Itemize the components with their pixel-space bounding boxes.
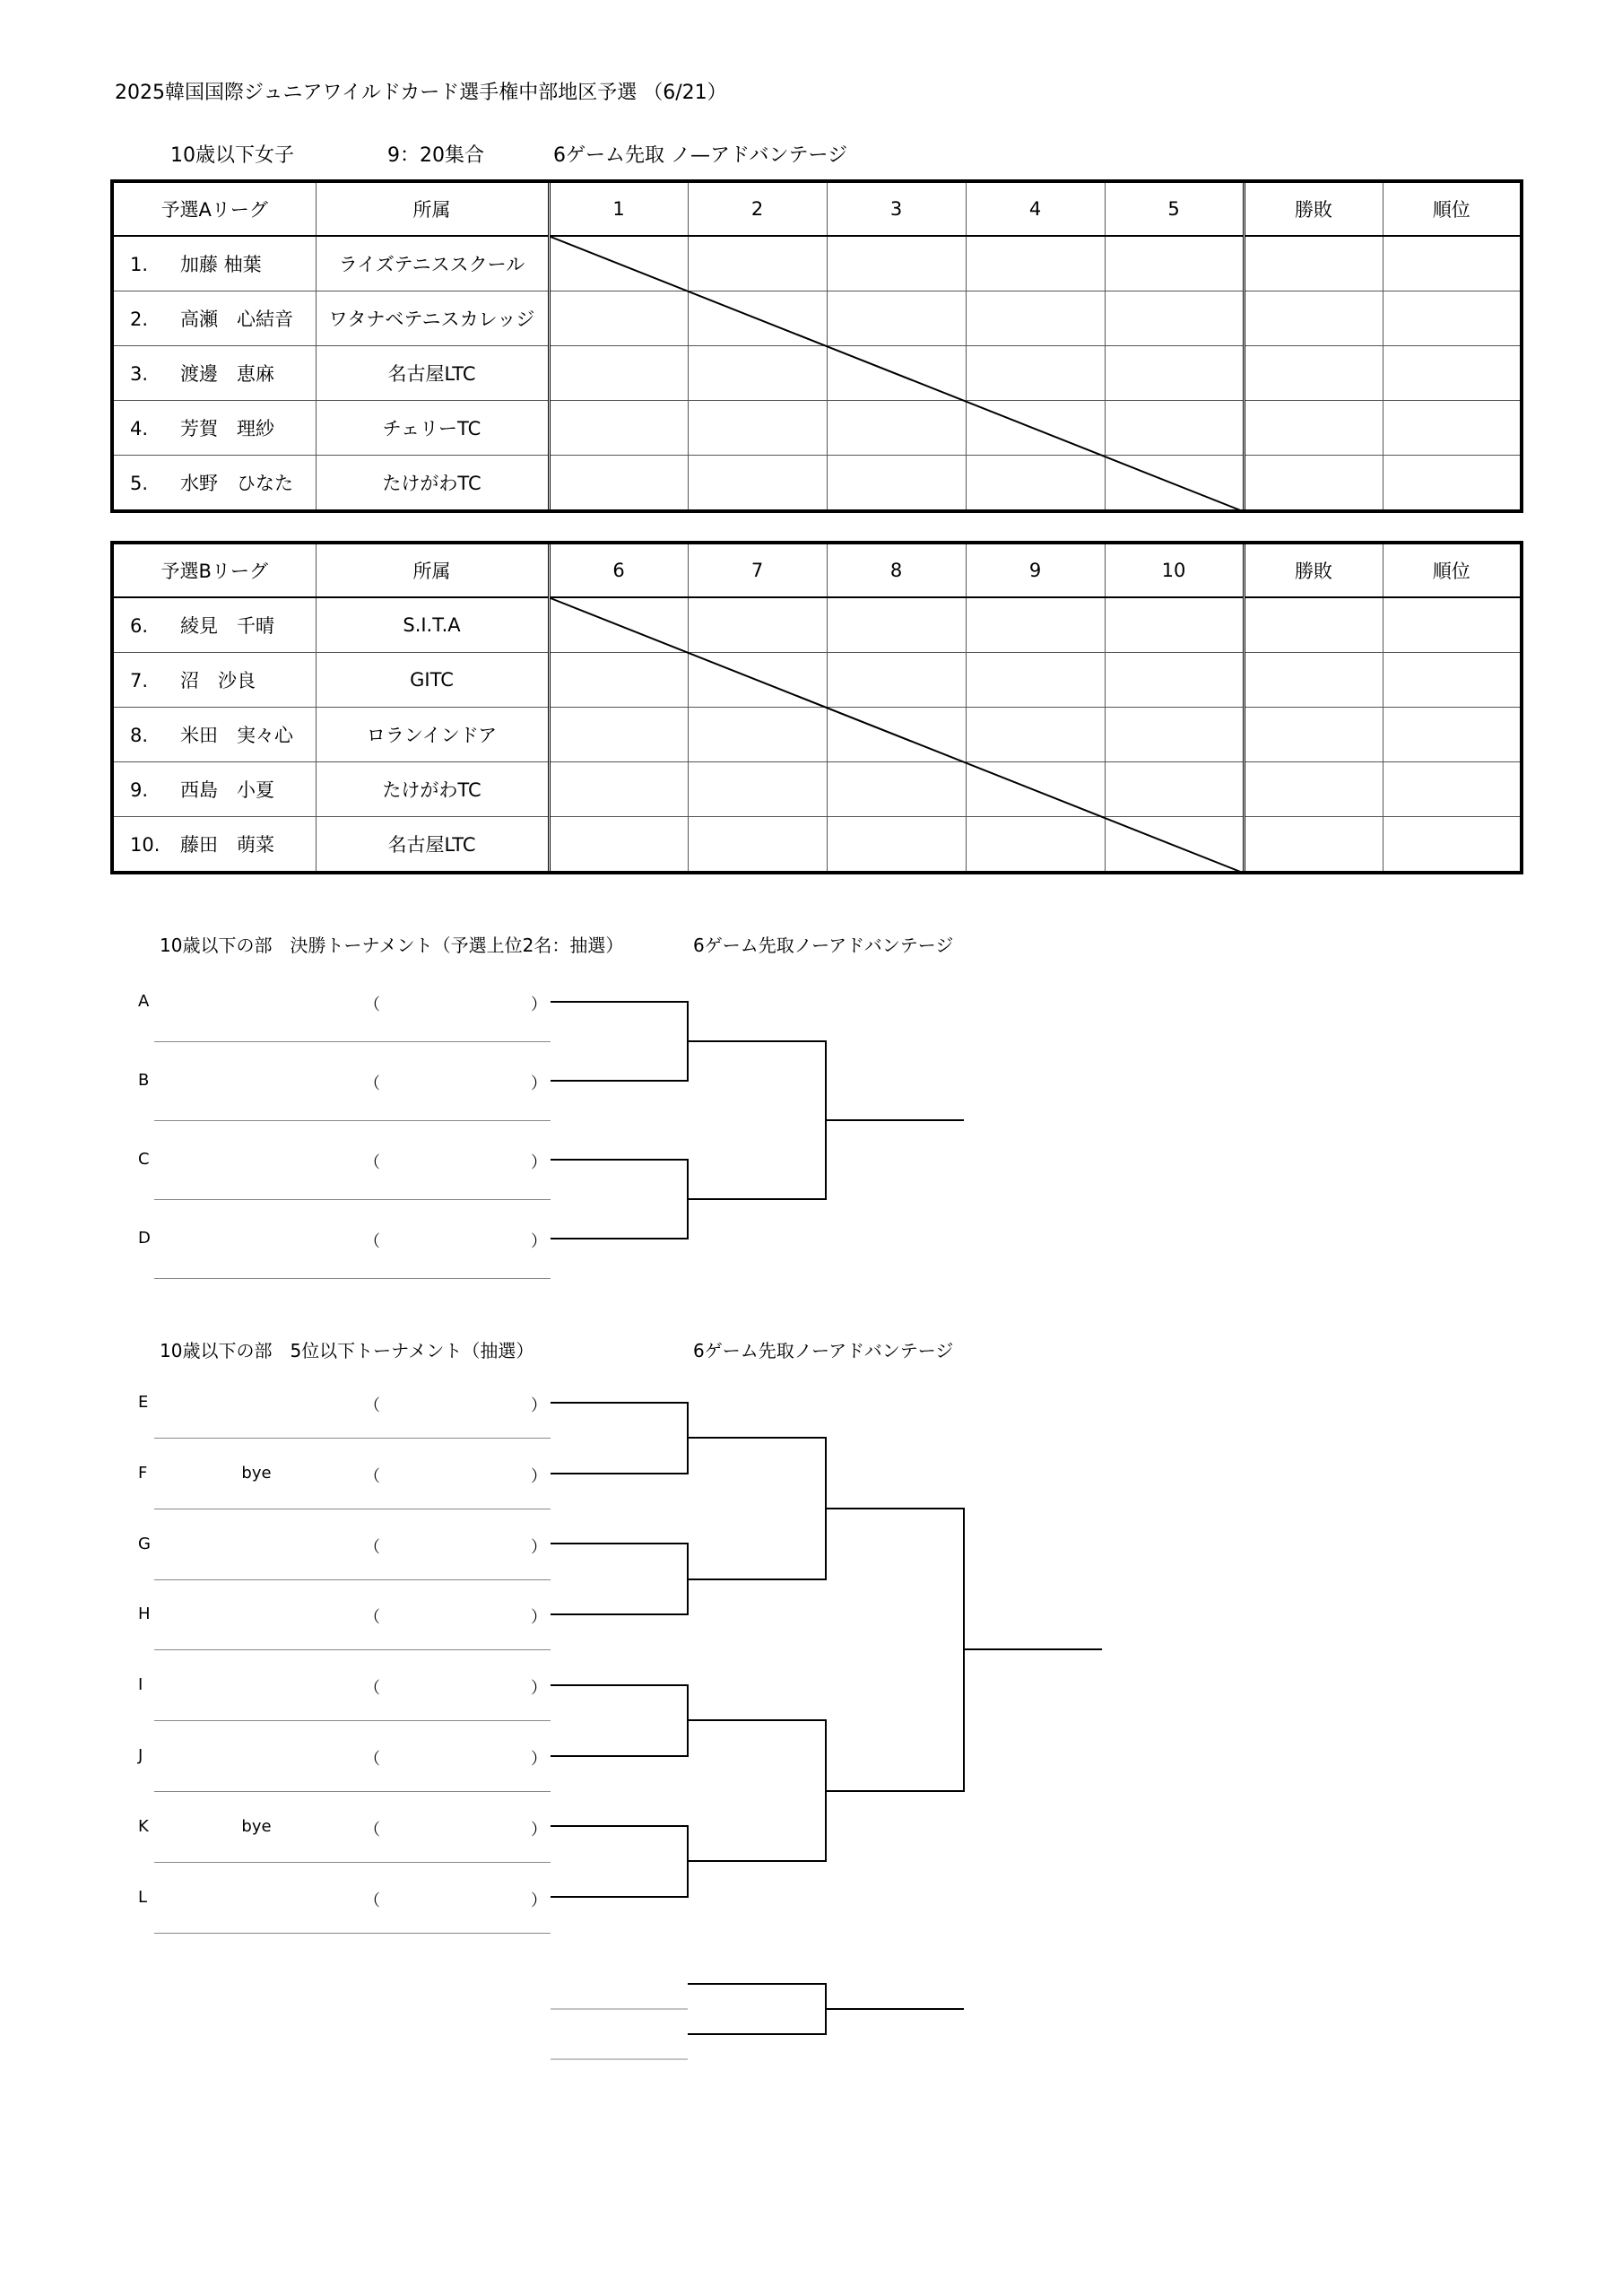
consolation-tournament-heading: 10歳以下の部 5位以下トーナメント（抽選）	[160, 1340, 534, 1361]
page-title: 2025韓国国際ジュニアワイルドカード選手権中部地区予選 （6/21）	[115, 82, 727, 104]
category-label: 10歳以下女子	[170, 144, 294, 167]
cons-bracket-gh	[551, 1544, 688, 1614]
league-a-header-col4: 4	[966, 181, 1105, 236]
slot-underline	[154, 1791, 551, 1792]
table-row	[112, 762, 1522, 817]
league-a-header-col3: 3	[827, 181, 966, 236]
slot-letter: B	[138, 1071, 150, 1090]
table-row	[112, 817, 1522, 874]
slot-close-paren: ）	[531, 1750, 547, 1769]
player-club: チェリーTC	[316, 401, 549, 456]
slot-close-paren: ）	[531, 1537, 547, 1557]
player-club: ロランインドア	[316, 708, 549, 762]
league-b-header-row	[112, 543, 1522, 597]
slot-open-paren: （	[364, 1537, 380, 1557]
player-name: 加藤 柚葉	[180, 254, 262, 275]
player-name: 藤田 萌菜	[180, 834, 274, 856]
cons-bracket-ef	[551, 1403, 688, 1474]
league-a-header-winloss: 勝敗	[1244, 181, 1383, 236]
league-b-header-rank: 順位	[1383, 543, 1522, 597]
league-a-header-title: 予選Aリーグ	[112, 181, 316, 236]
cons-bracket-kl	[551, 1826, 688, 1897]
slot-open-paren: （	[364, 1891, 380, 1910]
league-b-header-title: 予選Bリーグ	[112, 543, 316, 597]
slot-underline	[154, 1438, 551, 1439]
slot-underline	[154, 1199, 551, 1200]
cons-bracket-r3	[826, 1509, 964, 1791]
player-name: 渡邊 恵麻	[180, 363, 274, 385]
player-name: 西島 小夏	[180, 779, 274, 801]
league-b-header-col10: 10	[1105, 543, 1244, 597]
slot-underline	[154, 1649, 551, 1650]
league-b-header-club: 所属	[316, 543, 549, 597]
cons-bracket-r2-bottom	[688, 1720, 826, 1861]
slot-underline	[154, 1120, 551, 1121]
league-a-header-row	[112, 181, 1522, 236]
slot-letter: J	[138, 1746, 143, 1765]
player-number: 5.	[130, 473, 149, 494]
league-b-header-col6: 6	[549, 543, 688, 597]
league-b-header-col9: 9	[966, 543, 1105, 597]
slot-letter: G	[138, 1534, 151, 1553]
slot-underline	[154, 1278, 551, 1279]
player-club: たけがわTC	[316, 456, 549, 512]
slot-open-paren: （	[364, 996, 380, 1014]
extra-bracket	[688, 1984, 826, 2034]
table-row	[112, 346, 1522, 401]
player-number: 1.	[130, 254, 149, 275]
slot-open-paren: （	[364, 1820, 380, 1839]
player-name: 高瀬 心結音	[180, 309, 293, 330]
player-club: 名古屋LTC	[316, 346, 549, 401]
player-name: 芳賀 理紗	[180, 418, 274, 439]
league-a-table	[110, 179, 1523, 513]
slot-close-paren: ）	[531, 1232, 547, 1251]
slot-open-paren: （	[364, 1750, 380, 1769]
table-row	[112, 653, 1522, 708]
table-row	[112, 597, 1522, 653]
slot-letter: C	[138, 1150, 150, 1169]
slot-player-name: bye	[241, 1816, 272, 1836]
slot-letter: E	[138, 1393, 149, 1412]
final-bracket-semis	[688, 1041, 826, 1199]
slot-close-paren: ）	[531, 1396, 547, 1415]
slot-underline	[154, 1720, 551, 1721]
slot-close-paren: ）	[531, 1074, 547, 1093]
player-name: 沼 沙良	[180, 670, 256, 691]
table-row	[112, 291, 1522, 346]
player-club: S.I.T.A	[316, 597, 549, 653]
slot-open-paren: （	[364, 1232, 380, 1251]
player-number: 8.	[130, 725, 149, 746]
player-club: ライズテニススクール	[316, 236, 549, 291]
league-b-header-col7: 7	[688, 543, 827, 597]
table-row	[112, 401, 1522, 456]
player-number: 2.	[130, 309, 149, 330]
slot-open-paren: （	[364, 1608, 380, 1628]
league-a-header-rank: 順位	[1383, 181, 1522, 236]
slot-letter: K	[138, 1816, 149, 1836]
player-club: GITC	[316, 653, 549, 708]
player-club: 名古屋LTC	[316, 817, 549, 874]
player-name: 水野 ひなた	[180, 473, 293, 494]
slot-player-name: bye	[241, 1463, 272, 1483]
league-b-header-winloss: 勝敗	[1244, 543, 1383, 597]
slot-letter: I	[138, 1675, 143, 1695]
slot-close-paren: ）	[531, 1608, 547, 1628]
slot-underline	[154, 1862, 551, 1863]
player-number: 9.	[130, 779, 149, 801]
slot-open-paren: （	[364, 1679, 380, 1699]
player-name: 綾見 千晴	[180, 615, 274, 637]
slot-letter: D	[138, 1229, 151, 1248]
player-name: 米田 実々心	[180, 725, 293, 746]
final-tournament-heading: 10歳以下の部 決勝トーナメント（予選上位2名：抽選）	[160, 935, 624, 956]
player-number: 4.	[130, 418, 149, 439]
slot-letter: L	[138, 1887, 148, 1907]
slot-close-paren: ）	[531, 1820, 547, 1839]
league-b-header-col8: 8	[827, 543, 966, 597]
player-number: 10.	[130, 834, 160, 856]
slot-close-paren: ）	[531, 1679, 547, 1699]
slot-open-paren: （	[364, 1396, 380, 1415]
cons-bracket-r2-top	[688, 1438, 826, 1579]
league-a-header-col1: 1	[549, 181, 688, 236]
slot-underline	[154, 1041, 551, 1042]
slot-open-paren: （	[364, 1074, 380, 1093]
slot-close-paren: ）	[531, 1153, 547, 1172]
league-a-header-col2: 2	[688, 181, 827, 236]
final-tournament-format: 6ゲーム先取ノーアドバンテージ	[693, 935, 954, 956]
player-number: 7.	[130, 670, 149, 691]
league-a-header-club: 所属	[316, 181, 549, 236]
slot-letter: F	[138, 1463, 148, 1483]
assembly-time: 9：20集合	[387, 144, 484, 167]
slot-close-paren: ）	[531, 1466, 547, 1486]
player-club: ワタナベテニスカレッジ	[316, 291, 549, 346]
slot-open-paren: （	[364, 1153, 380, 1172]
player-club: たけがわTC	[316, 762, 549, 817]
final-bracket-cd	[551, 1160, 688, 1239]
slot-underline	[154, 1933, 551, 1934]
table-row	[112, 236, 1522, 291]
league-a-header-col5: 5	[1105, 181, 1244, 236]
slot-close-paren: ）	[531, 1891, 547, 1910]
consolation-tournament-format: 6ゲーム先取ノーアドバンテージ	[693, 1340, 954, 1361]
table-row	[112, 456, 1522, 512]
slot-close-paren: ）	[531, 996, 547, 1014]
league-b-table	[110, 541, 1523, 874]
slot-letter: H	[138, 1605, 151, 1624]
slot-underline	[154, 1579, 551, 1580]
player-number: 3.	[130, 363, 149, 385]
slot-letter: A	[138, 992, 150, 1011]
match-format: 6ゲーム先取 ノ—アドバンテージ	[553, 144, 848, 167]
slot-open-paren: （	[364, 1466, 380, 1486]
table-row	[112, 708, 1522, 762]
cons-bracket-ij	[551, 1685, 688, 1756]
player-number: 6.	[130, 615, 149, 637]
final-bracket-ab	[551, 1002, 688, 1081]
